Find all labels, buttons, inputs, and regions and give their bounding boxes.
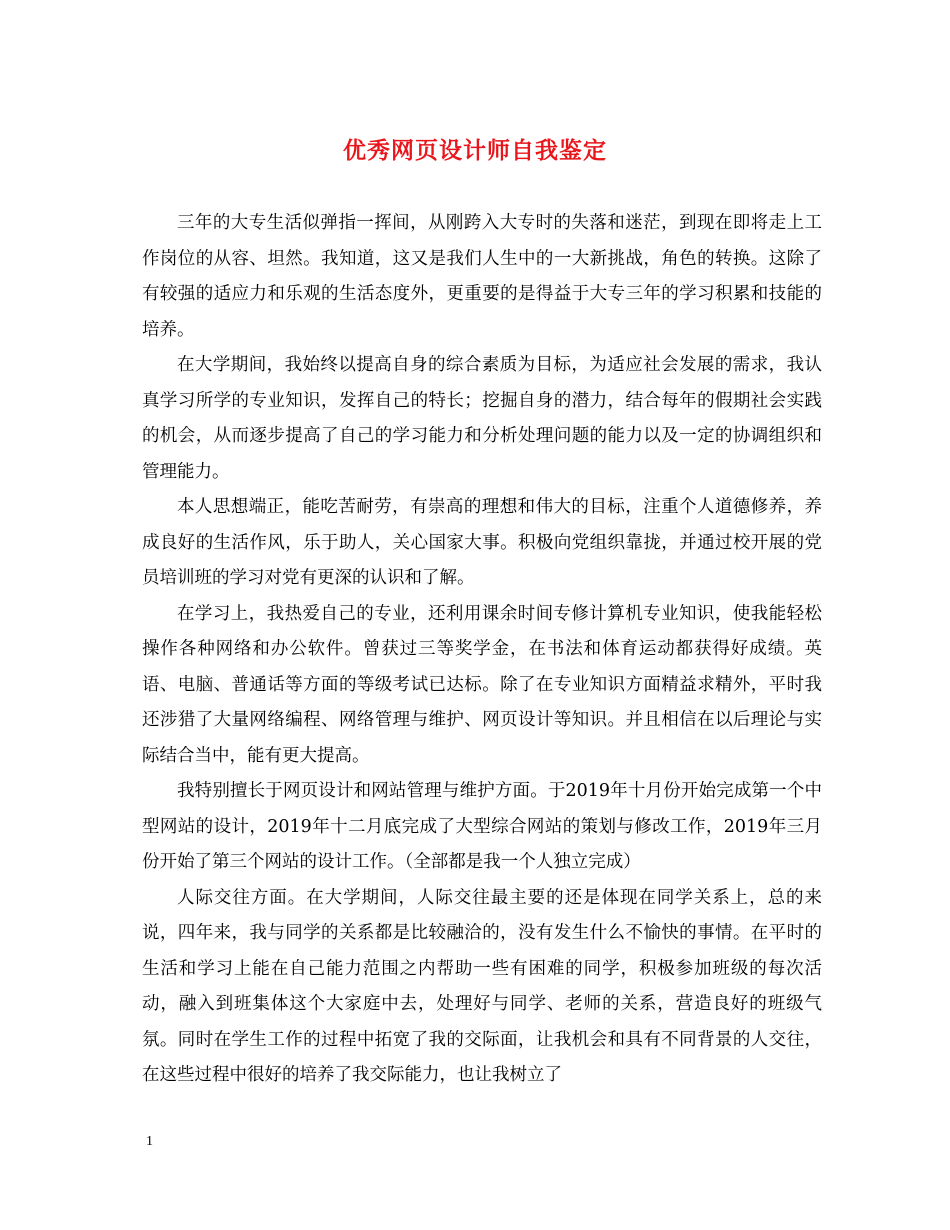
paragraph: 在学习上，我热爱自己的专业，还利用课余时间专修计算机专业知识，使我能轻松操作各种网络和办公软件。曾获过三等奖学金，在书法和体育运动都获得好成绩。英语、电脑、普通话等方面的等级考试已达标。除了在专业知识方面精益求精外，平时我还涉猎了大量网络编程、网络管理与维护、网页设计等知识。并且相信在以后理论与实际结合当中，能有更大提高。 <box>142 603 822 766</box>
paragraph: 三年的大专生活似弹指一挥间，从刚跨入大专时的失落和迷茫，到现在即将走上工作岗位的从容、坦然。我知道，这又是我们人生中的一大新挑战，角色的转换。这除了有较强的适应力和乐观的生活态度外，更重要的是得益于大专三年的学习积累和技能的培养。 <box>142 213 822 340</box>
paragraph: 本人思想端正，能吃苦耐劳，有崇高的理想和伟大的目标，注重个人道德修养，养成良好的生活作风，乐于助人，关心国家大事。积极向党组织靠拢，并通过校开展的党员培训班的学习对党有更深的认识和了解。 <box>142 497 822 588</box>
document-title: 优秀网页设计师自我鉴定 <box>343 137 607 164</box>
paragraph: 在大学期间，我始终以提高自身的综合素质为目标，为适应社会发展的需求，我认真学习所学的专业知识，发挥自己的特长；挖掘自身的潜力，结合每年的假期社会实践的机会，从而逐步提高了自己的学习能力和分析处理问题的能力以及一定的协调组织和管理能力。 <box>142 355 822 482</box>
paragraph: 人际交往方面。在大学期间，人际交往最主要的还是体现在同学关系上，总的来说，四年来，我与同学的关系都是比较融洽的，没有发生什么不愉快的事情。在平时的生活和学习上能在自己能力范围之内帮助一些有困难的同学，积极参加班级的每次活动，融入到班集体这个大家庭中去，处理好与同学、老师的关系，营造良好的班级气氛。同时在学生工作的过程中拓宽了我的交际面，让我机会和具有不同背景的人交往，在这些过程中很好的培养了我交际能力，也让我树立了 <box>142 887 822 1085</box>
page-number: 1 <box>146 1134 153 1149</box>
paragraph: 我特别擅长于网页设计和网站管理与维护方面。于2019年十月份开始完成第一个中型网站的设计，2019年十二月底完成了大型综合网站的策划与修改工作，2019年三月份开始了第三个网站的设计工作。（全部都是我一个人独立完成） <box>142 781 822 872</box>
document-body <box>142 206 822 1094</box>
